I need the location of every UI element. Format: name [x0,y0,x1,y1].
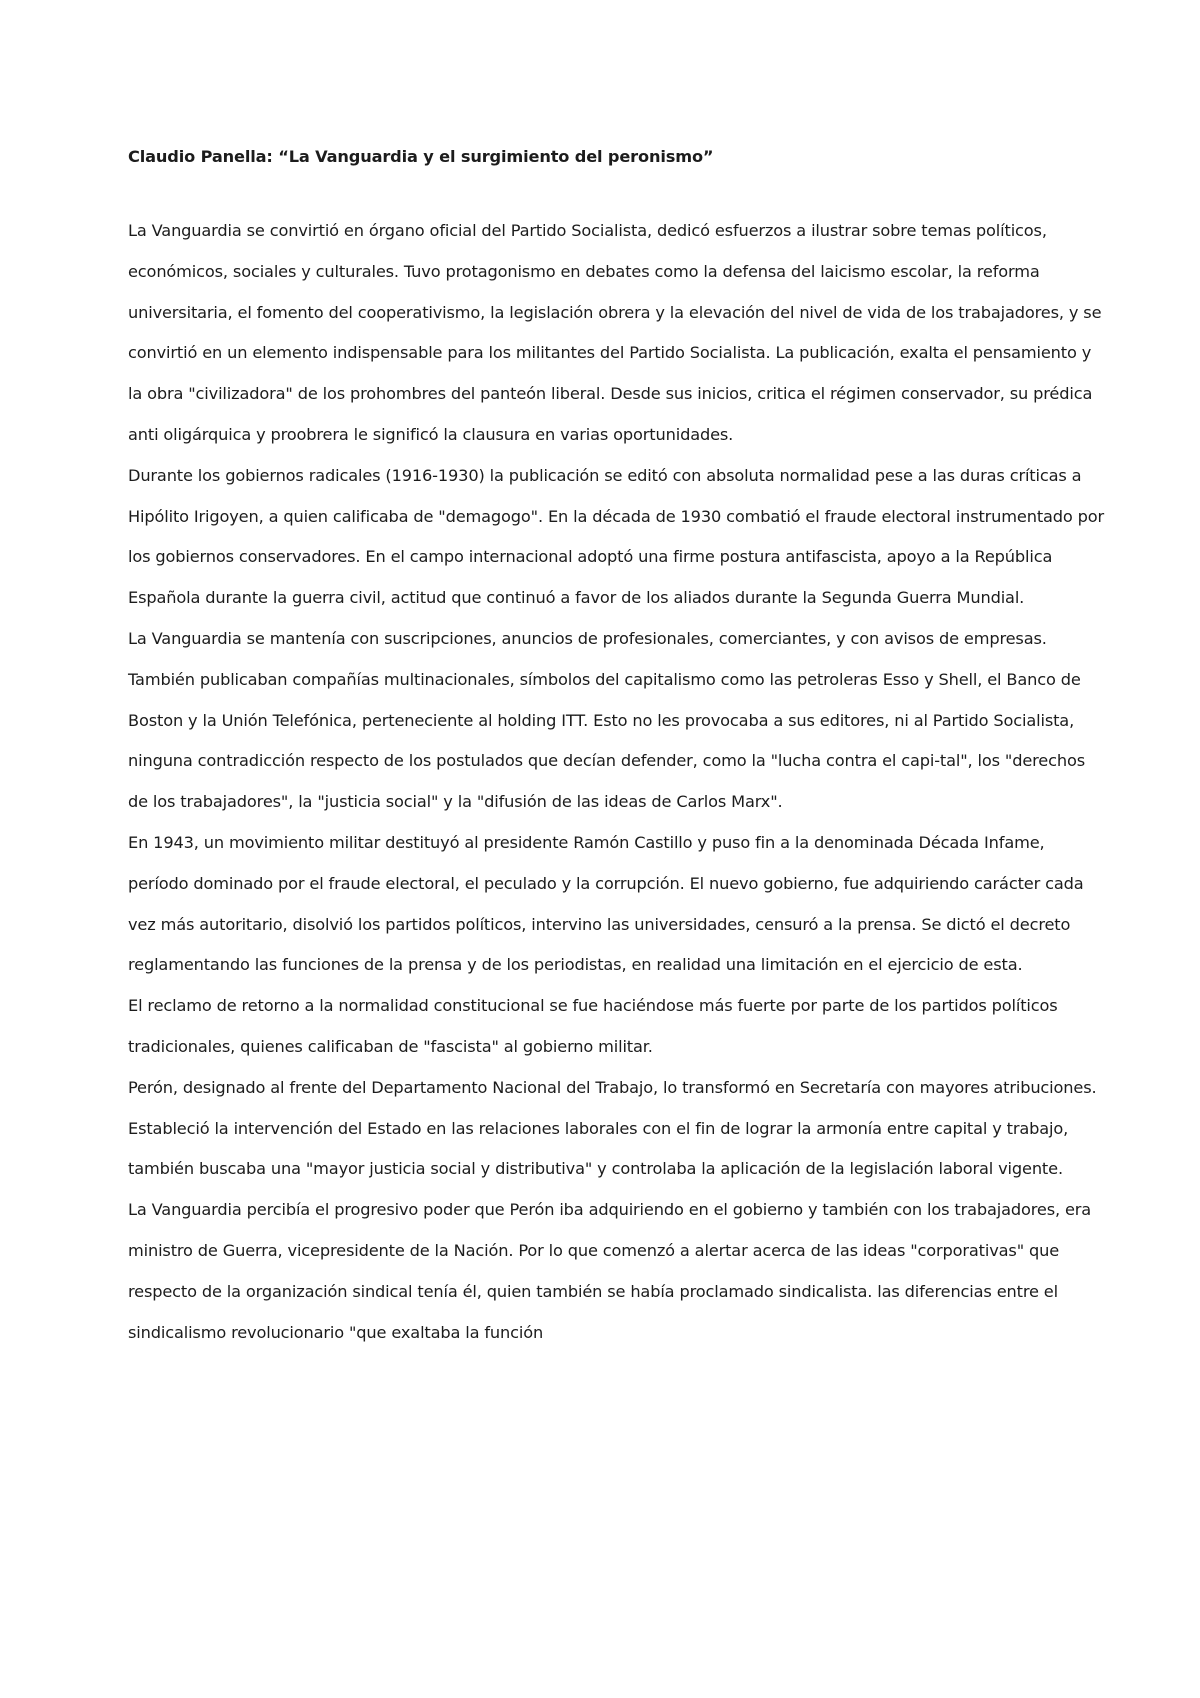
paragraph-reclamo-normalidad: El reclamo de retorno a la normalidad constitucional se fue haciéndose más fuerte por parte de los partidos políticos tradicionales, quienes calificaban de "fascista" al gobierno militar. [128,996,1058,1056]
paragraph-gobiernos-radicales: Durante los gobiernos radicales (1916-1930) la publicación se editó con absoluta normalidad pese a las duras críticas a Hipólito Irigoyen, a quien calificaba de "demagogo". En la década de 1930 combatió el fraude electoral instrumentado por los gobiernos conservadores. En el campo internacional adoptó una firme postura antifascista, apoyo a la República Española durante la guerra civil, actitud que continuó a favor de los aliados durante la Segunda Guerra Mundial. [128,465,1105,608]
paragraph-peron-trabajo: Perón, designado al frente del Departamento Nacional del Trabajo, lo transformó en Secretaría con mayores atribuciones. Estableció la intervención del Estado en las relaciones laborales con el fin de lograr la armonía entre capital y trabajo, también buscaba una "mayor justicia social y distributiva" y controlaba la aplicación de la legislación laboral vigente. [128,1077,1097,1179]
document-title: Claudio Panella: “La Vanguardia y el surgimiento del peronismo” [128,147,714,166]
paragraph-financiamiento: La Vanguardia se mantenía con suscripciones, anuncios de profesionales, comerciantes, y con avisos de empresas. También publicaban compañías multinacionales, símbolos del capitalismo como las petroleras Esso y Shell, el Banco de Boston y la Unión Telefónica, perteneciente al holding ITT. Esto no les provocaba a sus editores, ni al Partido Socialista, ninguna contradicción respecto de los postulados que decían defender, como la "lucha contra el capi-tal", los "derechos de los trabajadores", la "justicia social" y la "difusión de las ideas de Carlos Marx". [128,628,1085,812]
document-body [128,143,1108,1353]
paragraph-la-vanguardia-organo: La Vanguardia se convirtió en órgano oficial del Partido Socialista, dedicó esfuerzos a ilustrar sobre temas políticos, económicos, sociales y culturales. Tuvo protagonismo en debates como la defensa del laicismo escolar, la reforma universitaria, el fomento del cooperativismo, la legislación obrera y la elevación del nivel de vida de los trabajadores, y se convirtió en un elemento indispensable para los militantes del Partido Socialista. La publicación, exalta el pensamiento y la obra "civilizadora" de los prohombres del panteón liberal. Desde sus inicios, critica el régimen conservador, su prédica anti oligárquica y proobrera le significó la clausura en varias oportunidades. [128,221,1102,444]
paragraph-poder-peron: La Vanguardia percibía el progresivo poder que Perón iba adquiriendo en el gobierno y también con los trabajadores, era ministro de Guerra, vicepresidente de la Nación. Por lo que comenzó a alertar acerca de las ideas "corporativas" que respecto de la organización sindical tenía él, quien también se había proclamado sindicalista. las diferencias entre el sindicalismo revolucionario "que exaltaba la función [128,1200,1092,1342]
paragraph-golpe-1943: En 1943, un movimiento militar destituyó al presidente Ramón Castillo y puso fin a la denominada Década Infame, período dominado por el fraude electoral, el peculado y la corrupción. El nuevo gobierno, fue adquiriendo carácter cada vez más autoritario, disolvió los partidos políticos, intervino las universidades, censuró a la prensa. Se dictó el decreto reglamentando las funciones de la prensa y de los periodistas, en realidad una limitación en el ejercicio de esta. [128,832,1084,975]
